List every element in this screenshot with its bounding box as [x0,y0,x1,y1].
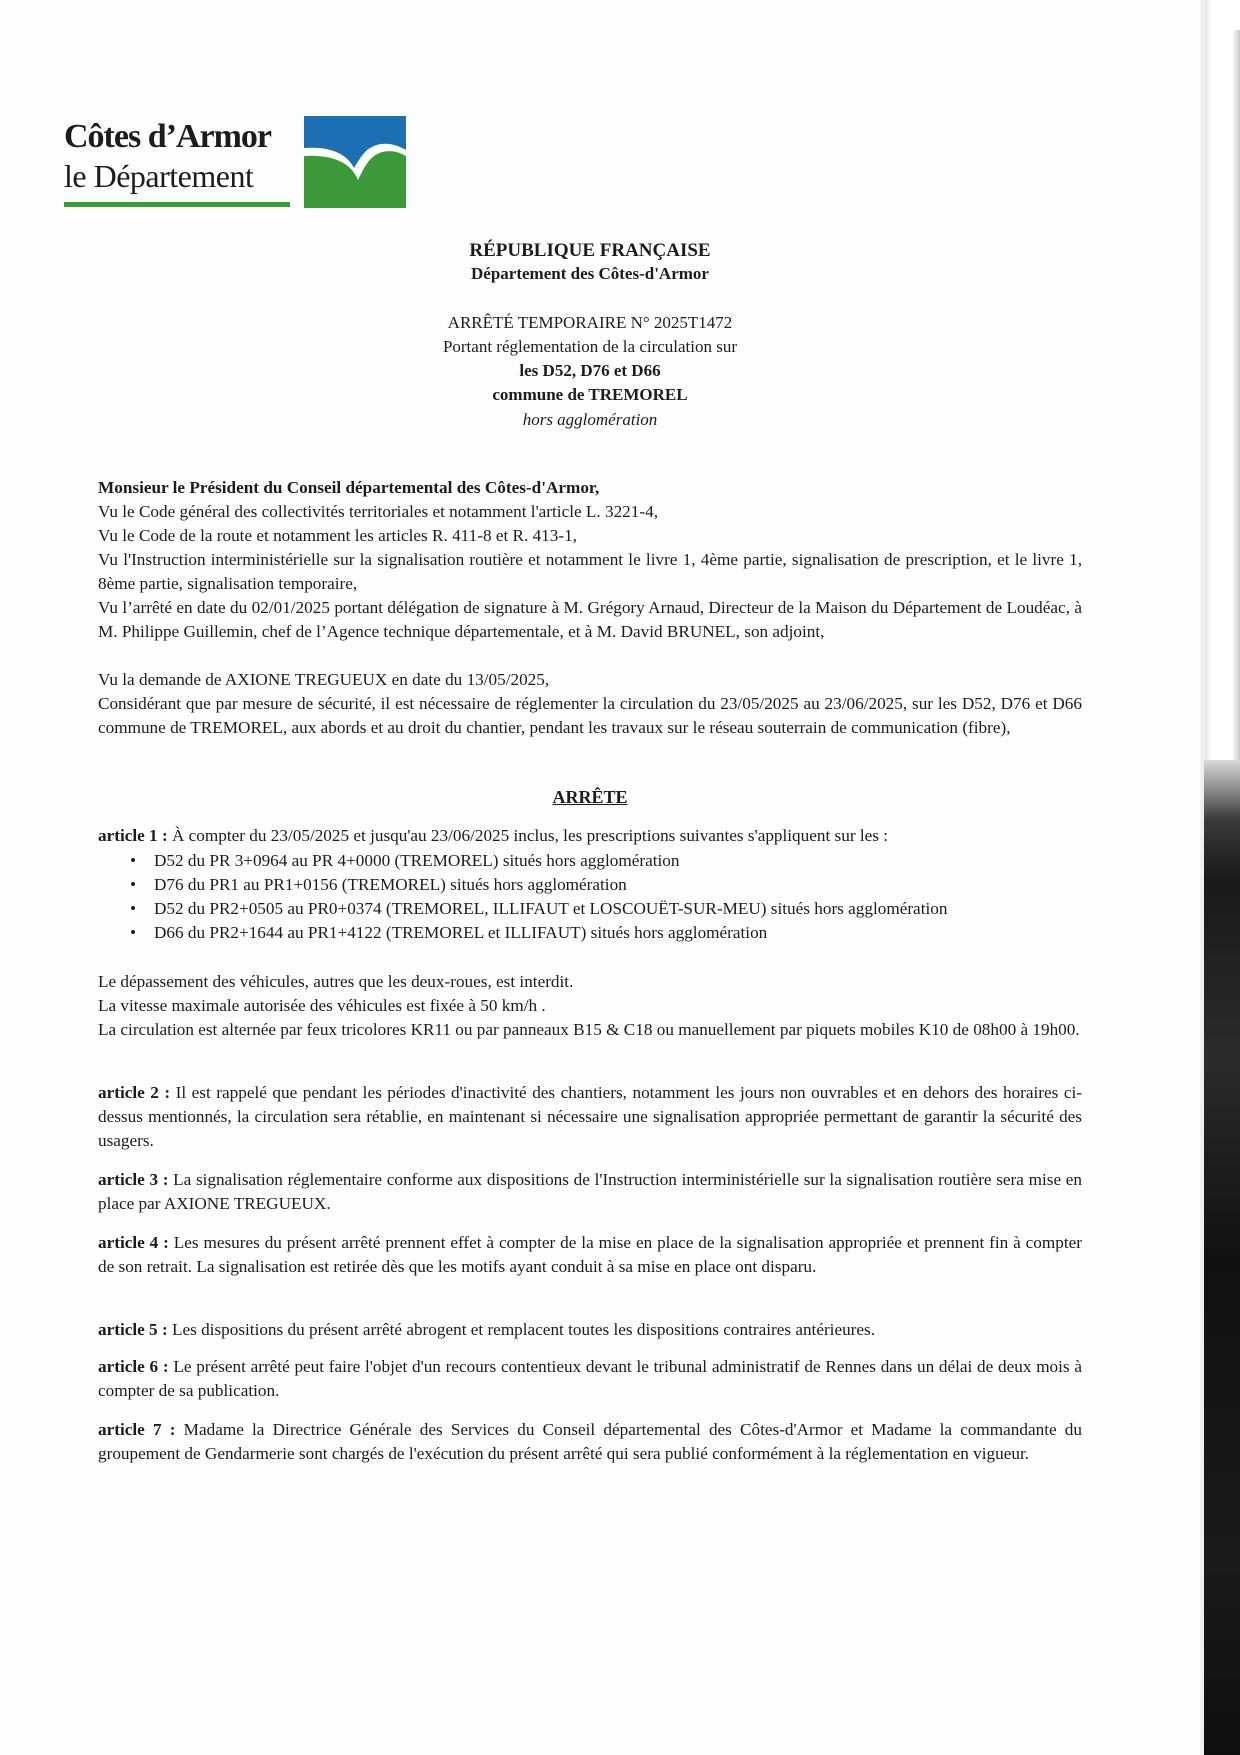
list-item: • D76 du PR1 au PR1+0156 (TREMOREL) situés hors agglomération [130,873,947,897]
vu-line-2: Vu le Code de la route et notamment les articles R. 411-8 et R. 413-1, [98,526,577,545]
arrete-routes: les D52, D76 et D66 [519,361,661,380]
scan-dark-band [1204,760,1240,1755]
article-1-label: article 1 : [98,826,168,845]
article-1 [98,826,888,846]
logo-underline [64,202,290,207]
article-4-text: Les mesures du présent arrêté prennent effet à compter de la mise en place de la signalisation appropriée et prennent fin à compter de son retrait. La signalisation est retirée dès que les motifs ayant conduit à sa mise en place ont disparu. [98,1233,1082,1276]
depassement-line: Le dépassement des véhicules, autres que les deux-roues, est interdit. [98,972,574,991]
article-2-text: Il est rappelé que pendant les périodes d'inactivité des chantiers, notamment les jours non ouvrables et en dehors des horaires ci-dessus mentionnés, la circulation sera rétablie, en maintenant si nécessaire une signalisation appropriée permettant de garantir la sécurité des usagers. [98,1083,1082,1150]
article-6-text: Le présent arrêté peut faire l'objet d'un recours contentieux devant le tribunal administratif de Rennes dans un délai de deux mois à compter de sa publication. [98,1357,1082,1400]
vitesse-line: La vitesse maximale autorisée des véhicules est fixée à 50 km/h . [98,996,546,1015]
arrete-number: ARRÊTÉ TEMPORAIRE N° 2025T1472 [447,313,733,332]
president-line: Monsieur le Président du Conseil départemental des Côtes-d'Armor, [98,478,600,497]
department-logo [64,116,414,212]
article-2 [98,1081,1082,1153]
article-7-text: Madame la Directrice Générale des Services du Conseil départemental des Côtes-d'Armor et Madame la commandante du groupement de Gendarmerie sont chargés de l'exécution du présent arrêté qui sera publié conformément à la réglementation en vigueur. [98,1420,1082,1463]
logo-line2: le Département [64,158,254,194]
article-2-label: article 2 : [98,1083,171,1102]
circulation-paragraph: La circulation est alternée par feux tricolores KR11 ou par panneaux B15 & C18 ou manuellement par piquets mobiles K10 de 08h00 à 19h00. [98,1020,1080,1039]
arrete-title: ARRÊTE [552,787,628,807]
vu-line-3: Vu l'Instruction interministérielle sur la signalisation routière et notamment le livre 1, 4ème partie, signalisation de prescription, et le livre 1, 8ème partie, signalisation temporaire, [98,550,1082,593]
article-4-label: article 4 : [98,1233,169,1252]
article-1-list [130,849,947,945]
article-7 [98,1418,1082,1466]
article-5-text: Les dispositions du présent arrêté abrogent et remplacent toutes les dispositions contraires antérieures. [167,1320,876,1339]
article-7-label: article 7 : [98,1420,176,1439]
list-item: • D52 du PR 3+0964 au PR 4+0000 (TREMOREL) situés hors agglomération [130,849,947,873]
article-3 [98,1168,1082,1216]
article-3-text: La signalisation réglementaire conforme aux dispositions de l'Instruction interministérielle sur la signalisation routière sera mise en place par AXIONE TREGUEUX. [98,1170,1082,1213]
article-3-label: article 3 : [98,1170,169,1189]
vu-line-4: Vu l’arrêté en date du 02/01/2025 portant délégation de signature à M. Grégory Arnaud, Directeur de la Maison du Département de Loudéac, à M. Philippe Guillemin, chef de l’Agence technique départementale, et à M. David BRUNEL, son adjoint, [98,598,1082,641]
article-6 [98,1355,1082,1403]
considerant-paragraph: Considérant que par mesure de sécurité, il est nécessaire de réglementer la circulation du 23/05/2025 au 23/06/2025, sur les D52, D76 et D66 commune de TREMOREL, aux abords et au droit du chantier, pendant les travaux sur le réseau souterrain de communication (fibre), [98,694,1082,737]
logo-wave-icon [304,116,406,208]
republique-heading: RÉPUBLIQUE FRANÇAISE [469,240,711,261]
article-5 [98,1318,1082,1342]
arrete-subject: Portant réglementation de la circulation sur [442,337,738,356]
article-5-label: article 5 : [98,1320,168,1339]
departement-heading: Département des Côtes-d'Armor [471,264,709,283]
vu-line-5: Vu la demande de AXIONE TREGUEUX en date du 13/05/2025, [98,670,550,689]
arrete-commune: commune de TREMOREL [492,385,688,404]
arrete-hors: hors agglomération [522,410,658,429]
scan-edge-shadow [1232,30,1240,760]
article-6-label: article 6 : [98,1357,169,1376]
article-4 [98,1231,1082,1279]
list-item: • D52 du PR2+0505 au PR0+0374 (TREMOREL, ILLIFAUT et LOSCOUËT-SUR-MEU) situés hors agglomération [130,897,947,921]
logo-line1: Côtes d’Armor [64,118,271,155]
vu-line-1: Vu le Code général des collectivités territoriales et notamment l'article L. 3221-4, [98,502,658,521]
list-item: • D66 du PR2+1644 au PR1+4122 (TREMOREL et ILLIFAUT) situés hors agglomération [130,921,947,945]
article-1-text: À compter du 23/05/2025 et jusqu'au 23/06/2025 inclus, les prescriptions suivantes s'appliquent sur les : [167,826,889,845]
